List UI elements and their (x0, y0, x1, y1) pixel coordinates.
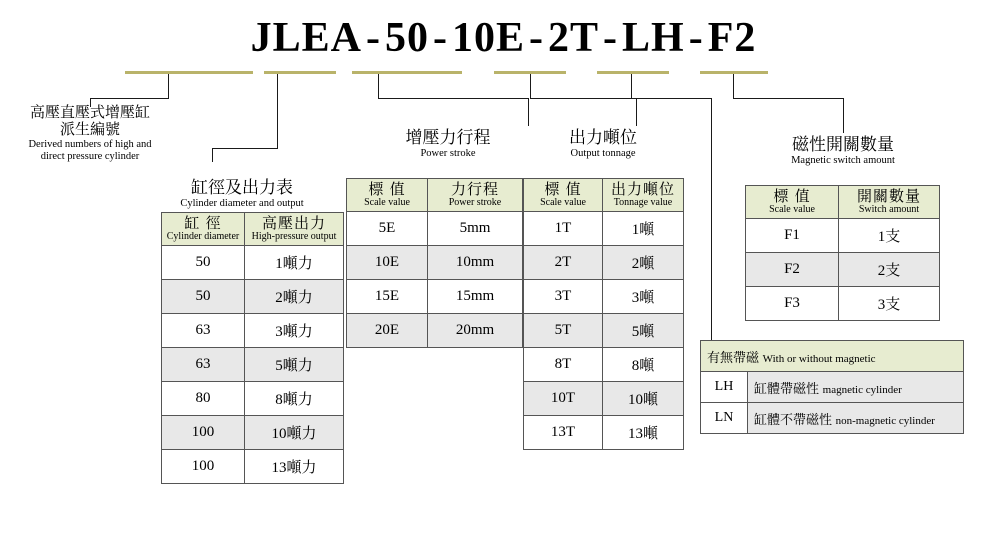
cell-value: 20mm (428, 314, 523, 348)
cell-scale: 2T (524, 246, 603, 280)
cell-scale: 5E (347, 212, 428, 246)
cell-desc-lh (748, 372, 964, 403)
cell-value: 10噸力 (245, 416, 344, 450)
cell-desc-ln (748, 403, 964, 434)
table-row-header (701, 341, 964, 372)
leader-line-jlea-horizontal (90, 98, 169, 99)
underline-segment-1 (125, 71, 253, 74)
leader-line-tonnage-horizontal (530, 98, 636, 99)
cell-value: 5mm (428, 212, 523, 246)
model-code (0, 14, 1007, 62)
cell-scale: 80 (162, 382, 245, 416)
table-row (162, 280, 344, 314)
table-row-header (347, 179, 523, 212)
caption-tonnage-en: Output tonnage (570, 147, 636, 159)
caption-derived-number (0, 104, 180, 163)
cell-scale: 10E (347, 246, 428, 280)
leader-line-stroke-drop (528, 98, 529, 126)
header-scale-value-zh: 標 值 (773, 188, 811, 205)
caption-cylinder-table (147, 178, 337, 210)
code-segment-2: 50 (384, 15, 429, 61)
caption-magnetic-switch-zh: 磁性開關數量 (792, 135, 894, 154)
caption-cylinder-zh: 缸徑及出力表 (191, 178, 293, 197)
cell-value: 2噸力 (245, 280, 344, 314)
leader-line-bore-vertical (277, 74, 278, 148)
magnetic-note-title-en: With or without magnetic (762, 352, 876, 365)
leader-line-magnet-vertical (631, 74, 632, 98)
caption-tonnage (523, 128, 683, 160)
cell-scale: 50 (162, 246, 245, 280)
cell-scale: 8T (524, 348, 603, 382)
leader-line-bore-drop (212, 148, 213, 162)
cell-scale: F2 (746, 253, 839, 287)
cell-code-lh: LH (701, 372, 748, 403)
header-tonnage-value-zh: 出力噸位 (610, 181, 675, 198)
code-dash-2: - (432, 15, 448, 61)
code-dash-5: - (688, 15, 704, 61)
header-high-pressure-output-en: High-pressure output (251, 230, 337, 242)
caption-magnetic-switch (748, 135, 938, 167)
header-cylinder-diameter-zh: 缸 徑 (184, 215, 222, 232)
table-row (746, 219, 940, 253)
table-row (524, 416, 684, 450)
header-scale-value (347, 179, 428, 212)
cell-scale: 1T (524, 212, 603, 246)
table-row (347, 314, 523, 348)
header-tonnage-value-en: Tonnage value (613, 196, 673, 208)
table-row (347, 246, 523, 280)
cell-value: 5噸力 (245, 348, 344, 382)
caption-derived-zh-1: 高壓直壓式增壓缸 (29, 104, 150, 121)
cell-value: 8噸力 (245, 382, 344, 416)
table-row (524, 314, 684, 348)
caption-power-stroke-zh: 增壓力行程 (405, 128, 491, 147)
header-power-stroke-zh: 力行程 (450, 181, 499, 198)
table-row (347, 212, 523, 246)
header-switch-amount (839, 186, 940, 219)
cell-desc-ln-zh: 缸體不帶磁性 (754, 411, 833, 427)
code-segment-5: LH (622, 15, 685, 61)
cell-scale: 3T (524, 280, 603, 314)
header-scale-value-zh: 標 值 (368, 181, 406, 198)
cell-desc-lh-zh: 缸體帶磁性 (754, 380, 820, 396)
table-row (162, 348, 344, 382)
cell-value: 1支 (839, 219, 940, 253)
code-segment-3: 10E (451, 15, 525, 61)
leader-line-bore-horizontal (212, 148, 278, 149)
cell-value: 2噸 (603, 246, 684, 280)
header-scale-value-en: Scale value (769, 203, 815, 215)
leader-line-switch-drop (843, 98, 844, 133)
leader-line-switch-vertical (733, 74, 734, 98)
cell-scale: F1 (746, 219, 839, 253)
table-row (162, 416, 344, 450)
leader-line-stroke-horizontal (378, 98, 528, 99)
cell-scale: 10T (524, 382, 603, 416)
caption-derived-zh-2: 派生編號 (59, 121, 120, 139)
cell-scale: 15E (347, 280, 428, 314)
cell-desc-lh-en: magnetic cylinder (822, 383, 902, 396)
table-row (701, 372, 964, 403)
caption-magnetic-switch-en: Magnetic switch amount (791, 154, 895, 166)
cell-value: 2支 (839, 253, 940, 287)
cell-value: 8噸 (603, 348, 684, 382)
header-high-pressure-output-zh: 高壓出力 (261, 215, 326, 232)
leader-line-switch-horizontal (733, 98, 843, 99)
caption-cylinder-en: Cylinder diameter and output (180, 197, 304, 209)
caption-derived-en-2: direct pressure cylinder (40, 150, 140, 162)
table-row (347, 280, 523, 314)
cell-value: 10mm (428, 246, 523, 280)
table-row (524, 246, 684, 280)
leader-line-jlea-vertical (168, 74, 169, 98)
leader-line-tonnage-vertical (530, 74, 531, 98)
header-scale-value-zh: 標 值 (544, 181, 582, 198)
table-magnetic-note (700, 340, 964, 434)
cell-value: 1噸 (603, 212, 684, 246)
magnetic-note-title (701, 341, 964, 372)
table-row (162, 450, 344, 484)
leader-line-tonnage-drop (636, 98, 637, 126)
table-row (162, 382, 344, 416)
table-row (746, 253, 940, 287)
caption-power-stroke-en: Power stroke (420, 147, 476, 159)
code-segment-1: JLEA (250, 15, 362, 61)
code-dash-1: - (365, 15, 381, 61)
cell-value: 13噸力 (245, 450, 344, 484)
header-tonnage-value (603, 179, 684, 212)
cell-scale: 63 (162, 348, 245, 382)
header-switch-amount-en: Switch amount (858, 203, 920, 215)
table-magnetic-switch (745, 185, 940, 321)
header-scale-value (746, 186, 839, 219)
code-dash-3: - (529, 15, 544, 61)
cell-value: 5噸 (603, 314, 684, 348)
table-row (162, 246, 344, 280)
table-row (701, 403, 964, 434)
header-power-stroke-en: Power stroke (448, 196, 502, 208)
cell-value: 13噸 (603, 416, 684, 450)
leader-line-magnet-horizontal (631, 98, 711, 99)
caption-derived-en-1: Derived numbers of high and (28, 138, 152, 150)
cell-code-ln: LN (701, 403, 748, 434)
header-scale-value (524, 179, 603, 212)
table-row (524, 280, 684, 314)
code-segment-6: F2 (707, 15, 757, 61)
cell-value: 3支 (839, 287, 940, 321)
header-scale-value-en: Scale value (540, 196, 586, 208)
underline-segment-3 (352, 71, 462, 74)
table-row (524, 382, 684, 416)
caption-power-stroke (368, 128, 528, 160)
cell-scale: 100 (162, 450, 245, 484)
header-cylinder-diameter-en: Cylinder diameter (166, 230, 240, 242)
header-switch-amount-zh: 開關數量 (856, 188, 921, 205)
cell-desc-ln-en: non-magnetic cylinder (835, 414, 935, 427)
code-dash-4: - (603, 15, 619, 61)
cell-scale: 13T (524, 416, 603, 450)
underline-segment-5 (597, 71, 669, 74)
table-output-tonnage (523, 178, 684, 450)
cell-scale: 50 (162, 280, 245, 314)
cell-scale: F3 (746, 287, 839, 321)
table-power-stroke (346, 178, 523, 348)
cell-scale: 100 (162, 416, 245, 450)
table-row-header (162, 213, 344, 246)
header-scale-value-en: Scale value (364, 196, 410, 208)
table-row-header (746, 186, 940, 219)
table-cylinder-output (161, 212, 344, 484)
caption-tonnage-zh: 出力噸位 (569, 128, 637, 147)
leader-line-magnet-drop (711, 98, 712, 340)
cell-value: 3噸 (603, 280, 684, 314)
cell-value: 3噸力 (245, 314, 344, 348)
table-row (162, 314, 344, 348)
code-segment-4: 2T (548, 15, 600, 61)
header-high-pressure-output (245, 213, 344, 246)
cell-scale: 63 (162, 314, 245, 348)
cell-value: 10噸 (603, 382, 684, 416)
table-row (746, 287, 940, 321)
cell-scale: 5T (524, 314, 603, 348)
table-row (524, 348, 684, 382)
cell-value: 1噸力 (245, 246, 344, 280)
table-row (524, 212, 684, 246)
leader-line-stroke-vertical (378, 74, 379, 98)
underline-segment-2 (264, 71, 336, 74)
header-cylinder-diameter (162, 213, 245, 246)
underline-segment-6 (700, 71, 768, 74)
cell-scale: 20E (347, 314, 428, 348)
magnetic-note-title-zh: 有無帶磁 (707, 349, 760, 365)
header-power-stroke (428, 179, 523, 212)
table-row-header (524, 179, 684, 212)
cell-value: 15mm (428, 280, 523, 314)
